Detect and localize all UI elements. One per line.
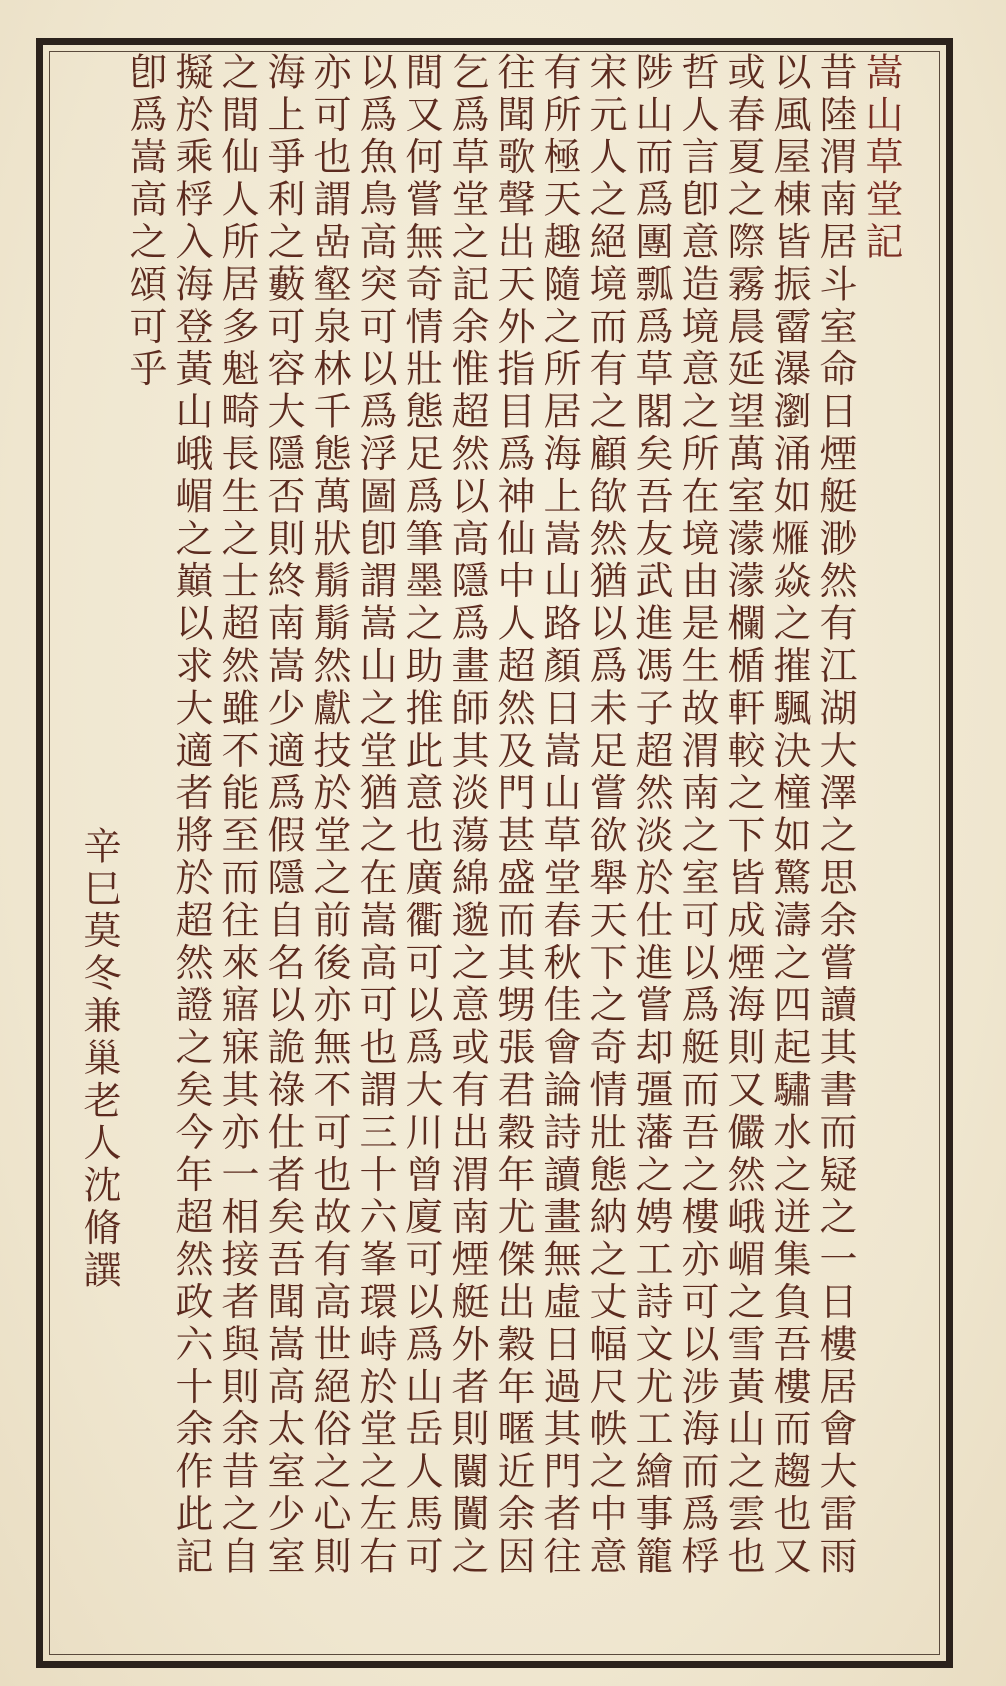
- text-column-8: 往聞歌聲出天外指目爲神仙中人超然及門甚盛而其甥張君穀年尤傑出穀年暱近余因: [491, 52, 535, 1579]
- text-column-3: 或春夏之際霧晨延望萬室濛濛欄楯軒較之下皆成煙海則又儼然峨嵋之雪黃山之雲也: [721, 52, 765, 1579]
- text-column-11: 以爲魚鳥高突可以爲浮圖卽謂嵩山之堂猶之在嵩高可也謂三十六峯環峙於堂之左右: [353, 52, 397, 1579]
- text-column-14: 之間仙人所居多魁畸長生之士超然雖不能至而往來寤寐其亦一相接者與則余昔之自: [215, 52, 259, 1579]
- text-column-12: 亦可也謂嵒壑泉林千態萬狀鬅鬅然獻技於堂之前後亦無不可也故有高世絕俗之心則: [307, 52, 351, 1579]
- text-column-13: 海上爭利之藪可容大隱否則終南嵩少適爲假隱自名以詭祿仕者矣吾聞嵩高太室少室: [261, 52, 305, 1579]
- text-column-2: 以風屋棟皆振霤瀑瀏涌如𤏚焱之摧颿決橦如驚濤之四起驌水之迸集負吾樓而趨也又: [767, 52, 811, 1579]
- text-column-4: 哲人言卽意造境意之所在境由是生故渭南之室可以爲艇而吾之樓亦可以涉海而爲桴: [675, 52, 719, 1579]
- text-column-15: 擬於乘桴入海登黃山峨嵋之巔以求大適者將於超然證之矣今年超然政六十余作此記: [169, 52, 213, 1579]
- text-column-5: 陟山而爲團瓢爲草閣矣吾友武進馮子超然淡於仕進嘗却彊藩之娉工詩文尤工繪事籠: [629, 52, 673, 1579]
- text-column-1: 昔陸渭南居斗室命日煙艇渺然有江湖大澤之思余嘗讀其書而疑之一日樓居會大雷雨: [813, 52, 857, 1579]
- text-column-9: 乞爲草堂之記余惟超然以高隱爲畫師其淡蕩綿邈之意或有出渭南煙艇外者則闤闠之: [445, 52, 489, 1579]
- text-column-10: 間又何嘗無奇情壯態足爲筆墨之助推此意也廣衢可以爲大川曾廈可以爲山岳人馬可: [399, 52, 443, 1579]
- text-column-16: 卽爲嵩高之頌可乎: [123, 52, 167, 392]
- vertical-text-block: [76, 52, 904, 1642]
- text-column-6: 宋元人之絕境而有之顧欿然猶以爲未足嘗欲舉天下之奇情壯態納之丈幅尺帙之中意: [583, 52, 627, 1579]
- colophon-signature: 辛巳莫冬兼巢老人沈脩譔: [77, 826, 121, 1293]
- document-title: 嵩山草堂記: [859, 52, 903, 264]
- text-column-7: 有所極天趣隨之所居海上嵩山路顏日嵩山草堂春秋佳會論詩讀畫無虛日過其門者往: [537, 52, 581, 1579]
